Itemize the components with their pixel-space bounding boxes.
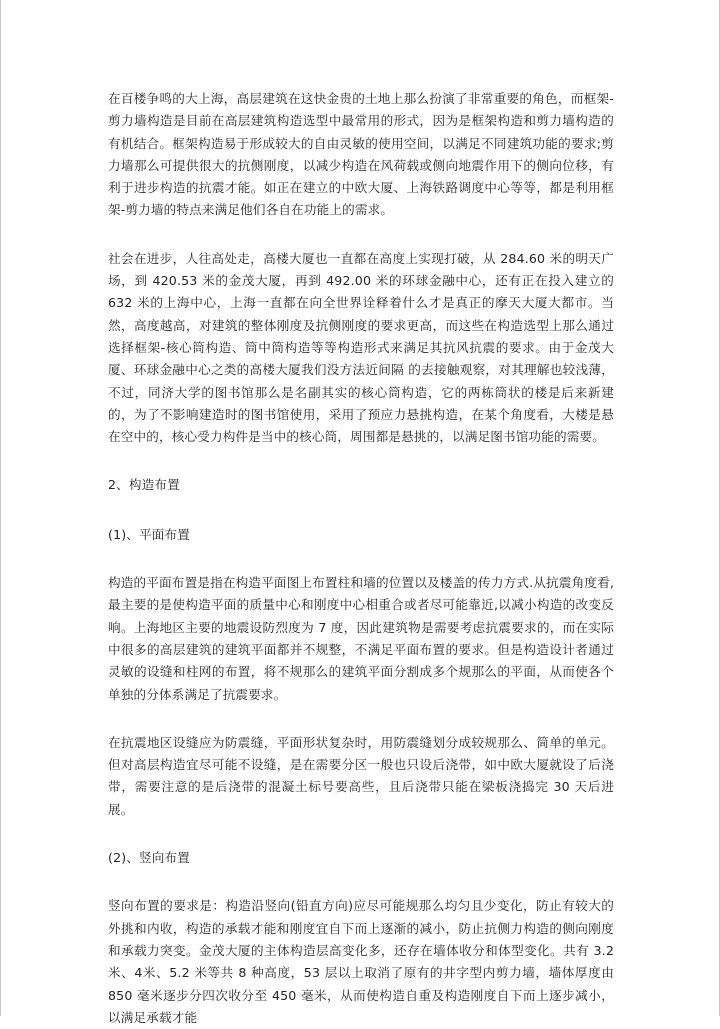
- paragraph-vertical-layout: 竖向布置的要求是：构造沿竖向(铅直方向)应尽可能规那么均匀且少变化，防止有较大的外挑和内收，构造的承载才能和刚度宜自下而上逐渐的减小，防止抗侧力构造的侧向刚度和承载力突变。金茂大厦的主体构造层高变化多，还存在墙体收分和体型变化。共有 3.2 米、4米、5.2 米等共 8 种高度，53 层以上取消了原有的井字型内剪力墙，墙体厚度由 850 毫米逐步分四次收分至 450 毫米，从而使构造自重及构造刚度自下而上逐步减小，以满足承载才能: [108, 898, 614, 1025]
- subheading-vertical-layout: (2)、竖向布置: [108, 850, 191, 866]
- paragraph-plan-layout: 构造的平面布置是指在构造平面图上布置柱和墙的位置以及楼盖的传力方式.从抗震角度看,最主要的是使构造平面的质量中心和刚度中心相重合或者尽可能靠近,以减小构造的改变反响。上海地区主要的地震设防烈度为 7 度，因此建筑物是需要考虑抗震要求的，而在实际中很多的高层建筑的建筑平面都并不规整，不满足平面布置的要求。但是构造设计者通过灵敏的设缝和柱网的布置，将不规那么的建筑平面分割成多个规那么的平面，从而使各个单独的分体系满足了抗震要求。: [108, 575, 614, 702]
- paragraph-intro: 在百楼争鸣的大上海，高层建筑在这快金贵的土地上那么扮演了非常重要的角色，而框架-剪力墙构造是目前在高层建筑构造选型中最常用的形式，因为是框架构造和剪力墙构造的有机结合。框架构造易于形成较大的自由灵敏的使用空间，以满足不同建筑功能的要求;剪力墙那么可提供很大的抗侧刚度，以减少构造在风荷载或侧向地震作用下的侧向位移，有利于进步构造的抗震才能。如正在建立的中欧大厦、上海铁路调度中心等等，都是利用框架-剪力墙的特点来满足他们各自在功能上的需求。: [108, 91, 614, 218]
- paragraph-seismic-joints: 在抗震地区设缝应为防震缝，平面形状复杂时，用防震缝划分成较规那么、简单的单元。但对高层构造宜尽可能不设缝，是在需要分区一般也只设后浇带，如中欧大厦就设了后浇带，需要注意的是后浇带的混凝土标号要高些，且后浇带只能在梁板浇捣完 30 天后进展。: [108, 734, 614, 817]
- paragraph-height-progress: 社会在进步，人往高处走，高楼大厦也一直都在高度上实现打破，从 284.60 米的明天广场，到 420.53 米的金茂大厦，再到 492.00 米的环球金融中心，还有正在投入建立的 632 米的上海中心，上海一直都在向全世界诠释着什么才是真正的摩天大厦大都市。当然，高度越高，对建筑的整体刚度及抗侧刚度的要求更高，而这些在构造选型上那么通过选择框架-核心筒构造、筒中筒构造等等构造形式来满足其抗风抗震的要求。由于金茂大厦、环球金融中心之类的高楼大厦我们没方法近间隔 的去接触观察，对其理解也较浅薄，不过，同济大学的图书馆那么是名副其实的核心筒构造，它的两栋筒状的楼是后来新建的，为了不影响建造时的图书馆使用，采用了预应力悬挑构造，在某个角度看，大楼是悬在空中的，核心受力构件是当中的核心筒，周围都是悬挑的，以满足图书馆功能的需要。: [108, 250, 614, 445]
- subheading-plan-layout: (1)、平面布置: [108, 526, 191, 542]
- document-body: [108, 88, 614, 1029]
- section-heading-structure-layout: 2、构造布置: [108, 477, 180, 493]
